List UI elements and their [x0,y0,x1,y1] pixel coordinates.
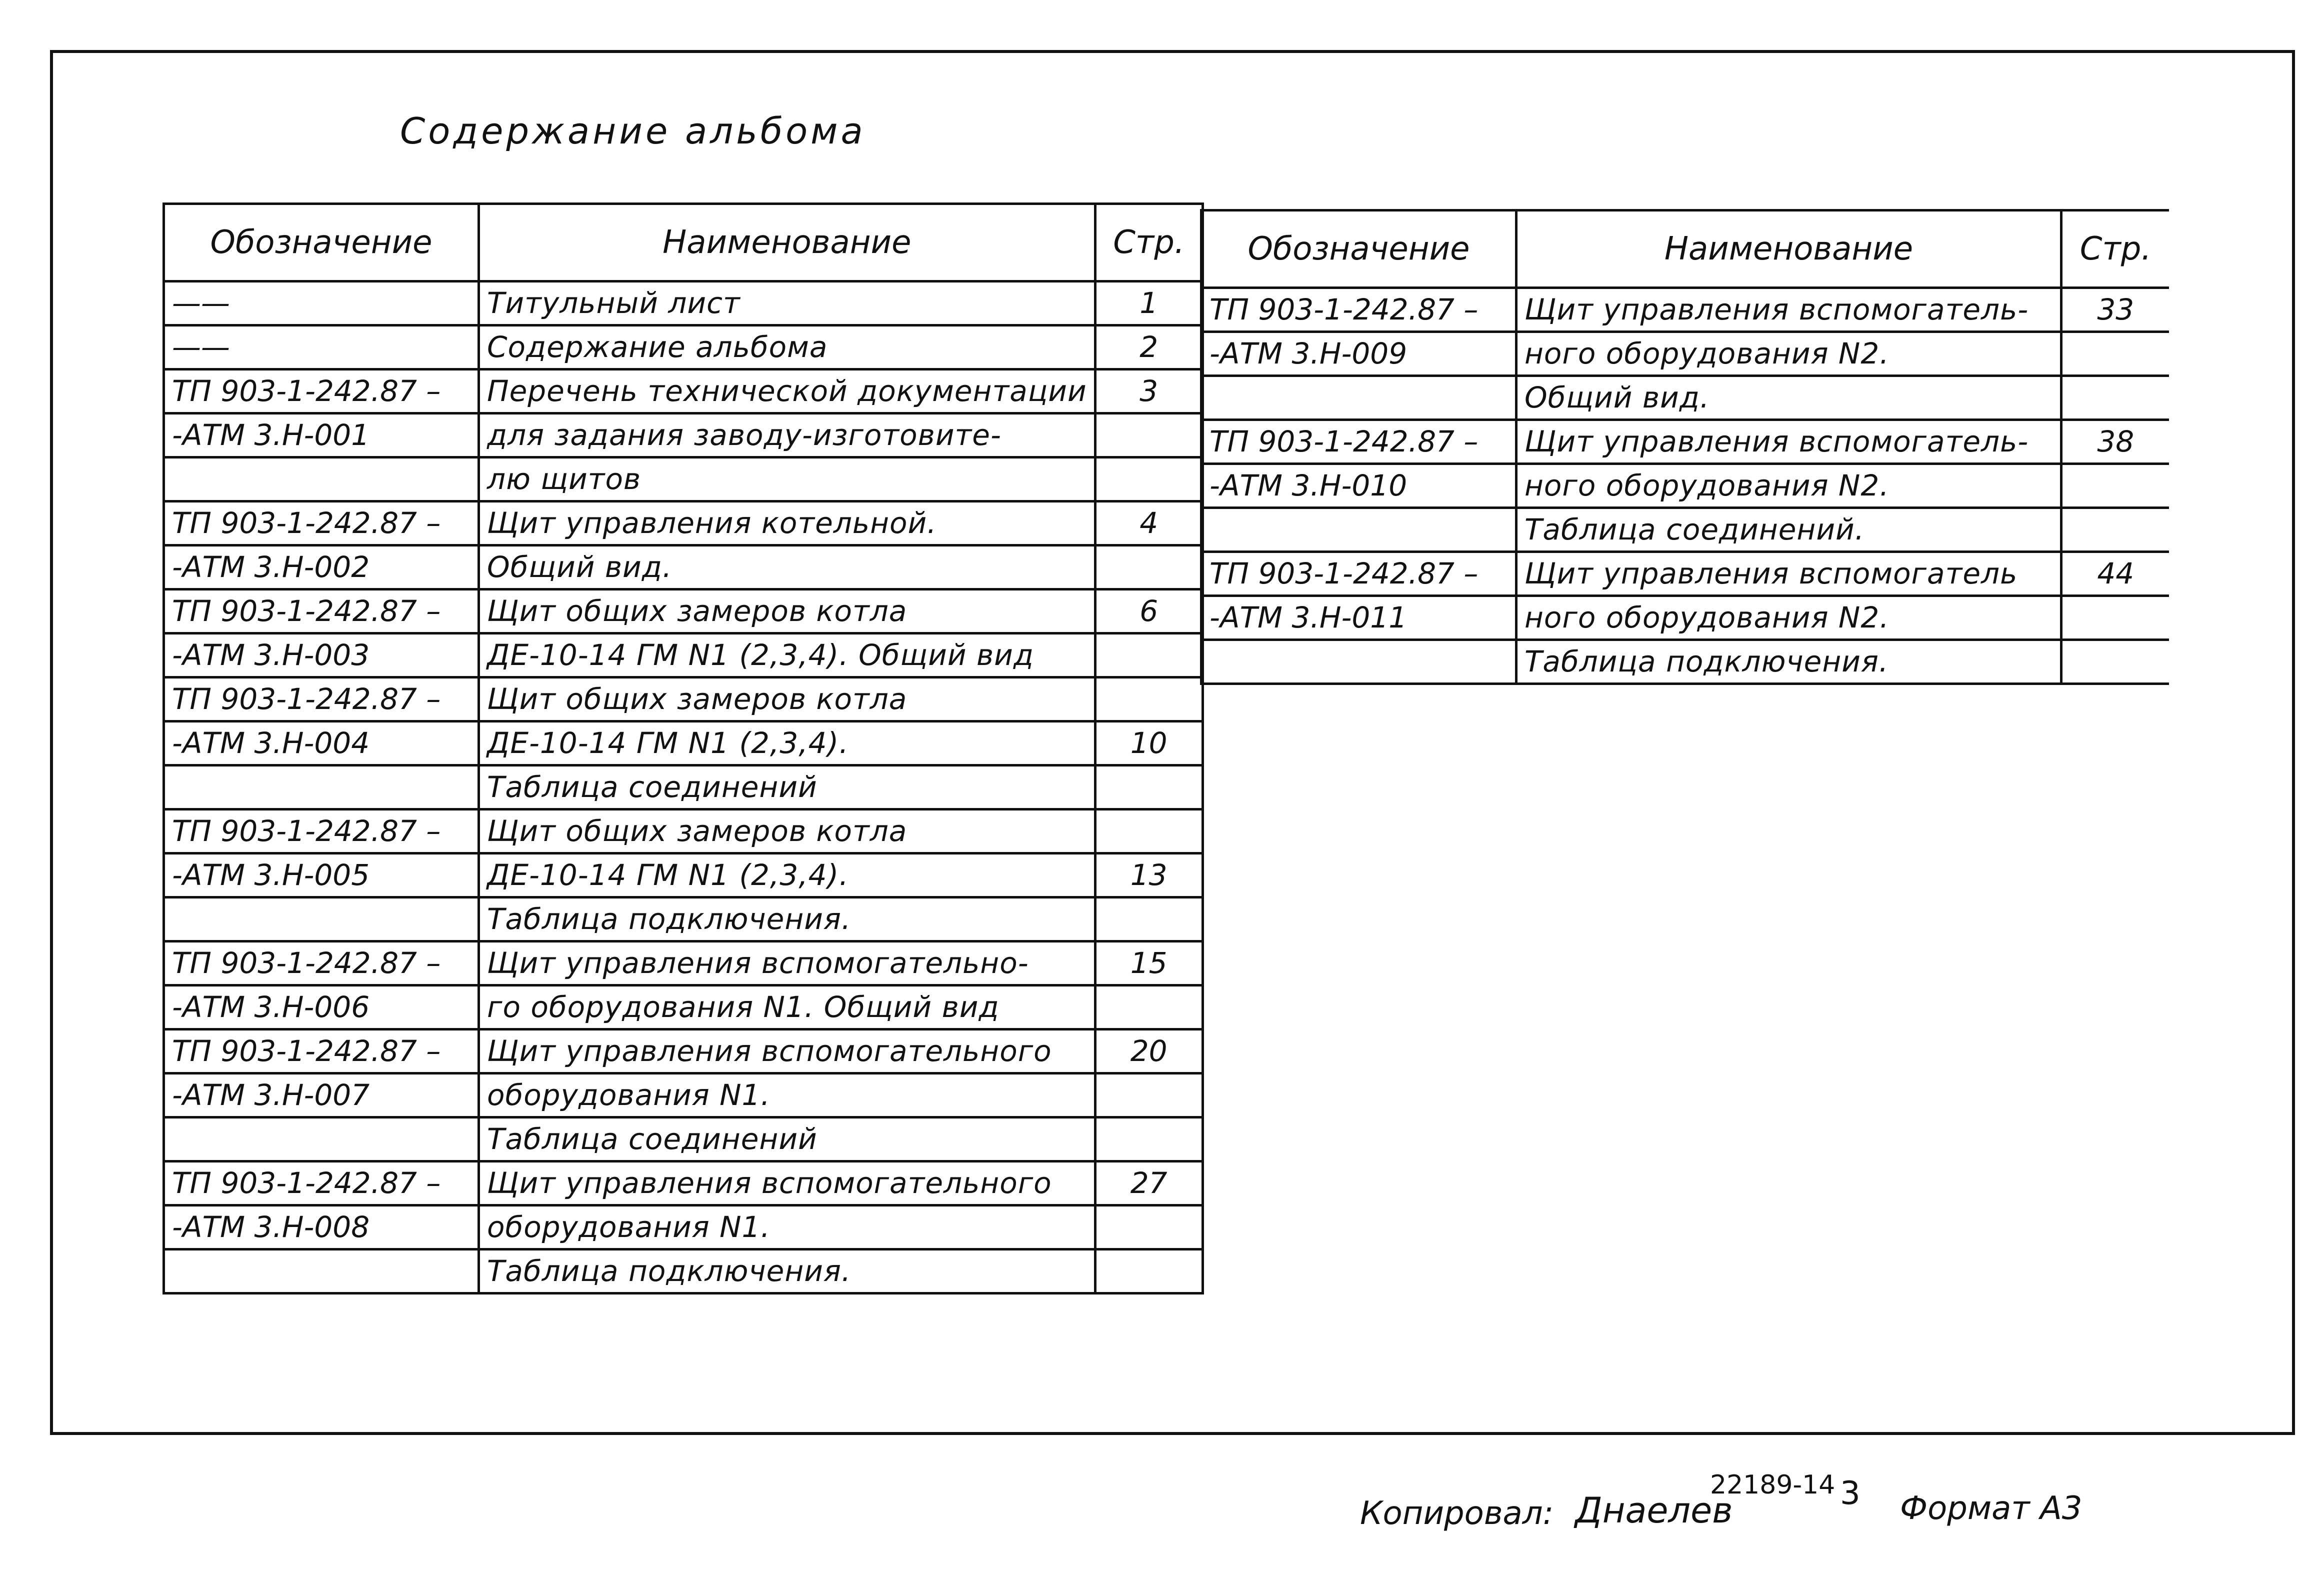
cell-designation: -АТМ 3.Н-003 [164,634,479,678]
table-row [1202,332,2169,376]
cell-name: ного оборудования N2. [1516,332,2062,376]
table-row [1202,552,2169,596]
table-row [1202,596,2169,640]
cell-designation: -АТМ 3.Н-008 [164,1206,479,1250]
cell-name: Общий вид. [1516,376,2062,420]
cell-designation: —— [164,282,479,326]
table-row [164,458,1203,502]
cell-name: Таблица подключения. [479,898,1096,942]
cell-page [2062,640,2169,684]
column-header-name: Наименование [1516,210,2062,288]
sheet-number: 3 [1840,1475,1860,1512]
table-row [164,810,1203,854]
table-row [164,546,1203,590]
cell-designation [1202,376,1516,420]
cell-name: ДЕ-10-14 ГМ N1 (2,3,4). [479,854,1096,898]
table-row [1202,464,2169,508]
cell-page [1095,766,1202,810]
contents-table-left [162,202,1204,1294]
cell-page [1095,1074,1202,1118]
table-row [164,414,1203,458]
cell-page: 44 [2062,552,2169,596]
cell-designation: ТП 903-1-242.87 – [164,370,479,414]
cell-designation: -АТМ 3.Н-004 [164,722,479,766]
cell-page: 15 [1095,942,1202,986]
cell-page [2062,332,2169,376]
cell-name: ного оборудования N2. [1516,596,2062,640]
cell-name: Таблица соединений. [1516,508,2062,552]
cell-designation: ТП 903-1-242.87 – [164,1162,479,1206]
table-row [164,590,1203,634]
table-row [164,502,1203,546]
contents-table-right [1200,209,2169,685]
cell-designation: ТП 903-1-242.87 – [1202,288,1516,332]
cell-name: для задания заводу-изготовите- [479,414,1096,458]
cell-page [1095,634,1202,678]
cell-page [1095,986,1202,1030]
cell-page [1095,810,1202,854]
table-header-row [164,204,1203,282]
table-row [1202,288,2169,332]
cell-name: ДЕ-10-14 ГМ N1 (2,3,4). Общий вид [479,634,1096,678]
table-row [164,1162,1203,1206]
cell-designation: -АТМ 3.Н-005 [164,854,479,898]
copier-signature: Днаелев [1575,1490,1733,1531]
table-row [164,986,1203,1030]
cell-name: Общий вид. [479,546,1096,590]
cell-page: 20 [1095,1030,1202,1074]
cell-name: Таблица подключения. [1516,640,2062,684]
cell-designation: -АТМ 3.Н-006 [164,986,479,1030]
cell-page: 2 [1095,326,1202,370]
cell-name: Таблица соединений [479,766,1096,810]
column-header-designation: Обозначение [164,204,479,282]
cell-name: ного оборудования N2. [1516,464,2062,508]
column-header-name: Наименование [479,204,1096,282]
cell-designation: -АТМ 3.Н-011 [1202,596,1516,640]
cell-page [1095,414,1202,458]
table-row [1202,420,2169,464]
cell-designation: -АТМ 3.Н-007 [164,1074,479,1118]
column-header-page: Стр. [2062,210,2169,288]
cell-page [1095,458,1202,502]
cell-page [2062,376,2169,420]
cell-name: оборудования N1. [479,1206,1096,1250]
cell-designation [164,1250,479,1294]
table-row [164,678,1203,722]
cell-designation [164,898,479,942]
document-number: 22189-14 [1710,1470,1836,1500]
cell-designation: ТП 903-1-242.87 – [164,590,479,634]
cell-name: Щит управления вспомогательного [479,1030,1096,1074]
cell-designation [1202,508,1516,552]
table-row [164,1118,1203,1162]
table-row [1202,508,2169,552]
cell-name: Щит управления вспомогатель [1516,552,2062,596]
cell-name: оборудования N1. [479,1074,1096,1118]
cell-page: 1 [1095,282,1202,326]
cell-page [1095,898,1202,942]
cell-page [1095,1250,1202,1294]
table-row [1202,640,2169,684]
cell-page: 33 [2062,288,2169,332]
cell-designation [1202,640,1516,684]
cell-designation: ТП 903-1-242.87 – [164,502,479,546]
table-row [164,1074,1203,1118]
cell-designation: -АТМ 3.Н-010 [1202,464,1516,508]
table-row [164,766,1203,810]
cell-page: 13 [1095,854,1202,898]
cell-name: Щит управления вспомогательного [479,1162,1096,1206]
cell-page [2062,596,2169,640]
cell-designation: ТП 903-1-242.87 – [164,678,479,722]
table-row [164,1206,1203,1250]
column-header-designation: Обозначение [1202,210,1516,288]
cell-name: Перечень технической документации [479,370,1096,414]
cell-page: 6 [1095,590,1202,634]
cell-designation [164,766,479,810]
cell-name: Щит общих замеров котла [479,678,1096,722]
cell-page [2062,508,2169,552]
cell-name: Щит управления вспомогательно- [479,942,1096,986]
cell-page: 3 [1095,370,1202,414]
cell-name: Содержание альбома [479,326,1096,370]
table-header-row [1202,210,2169,288]
cell-designation: -АТМ 3.Н-001 [164,414,479,458]
table-row [164,854,1203,898]
cell-page: 27 [1095,1162,1202,1206]
cell-page [1095,546,1202,590]
table-row [1202,376,2169,420]
cell-designation: -АТМ 3.Н-002 [164,546,479,590]
cell-page: 10 [1095,722,1202,766]
cell-designation: ТП 903-1-242.87 – [164,942,479,986]
page-title: Содержание альбома [400,110,866,152]
cell-page: 38 [2062,420,2169,464]
cell-name: Щит управления вспомогатель- [1516,288,2062,332]
cell-designation: ТП 903-1-242.87 – [164,1030,479,1074]
cell-page [2062,464,2169,508]
cell-designation: -АТМ 3.Н-009 [1202,332,1516,376]
cell-name: ДЕ-10-14 ГМ N1 (2,3,4). [479,722,1096,766]
column-header-page: Стр. [1095,204,1202,282]
table-row [164,942,1203,986]
cell-name: Таблица соединений [479,1118,1096,1162]
cell-page [1095,678,1202,722]
table-row [164,1250,1203,1294]
table-row [164,326,1203,370]
cell-designation: ТП 903-1-242.87 – [1202,420,1516,464]
cell-name: Титульный лист [479,282,1096,326]
table-row [164,634,1203,678]
cell-designation [164,458,479,502]
cell-name: Щит общих замеров котла [479,590,1096,634]
table-row [164,722,1203,766]
paper-format: Формат А3 [1900,1490,2082,1527]
cell-name: Щит управления вспомогатель- [1516,420,2062,464]
cell-page: 4 [1095,502,1202,546]
cell-name: лю щитов [479,458,1096,502]
cell-name: го оборудования N1. Общий вид [479,986,1096,1030]
table-row [164,370,1203,414]
copied-by-label: Копировал: [1360,1495,1554,1532]
table-row [164,898,1203,942]
cell-name: Щит общих замеров котла [479,810,1096,854]
cell-page [1095,1206,1202,1250]
cell-designation: ТП 903-1-242.87 – [164,810,479,854]
cell-name: Щит управления котельной. [479,502,1096,546]
cell-designation: ТП 903-1-242.87 – [1202,552,1516,596]
table-row [164,1030,1203,1074]
cell-designation: —— [164,326,479,370]
cell-page [1095,1118,1202,1162]
table-row [164,282,1203,326]
cell-designation [164,1118,479,1162]
cell-name: Таблица подключения. [479,1250,1096,1294]
